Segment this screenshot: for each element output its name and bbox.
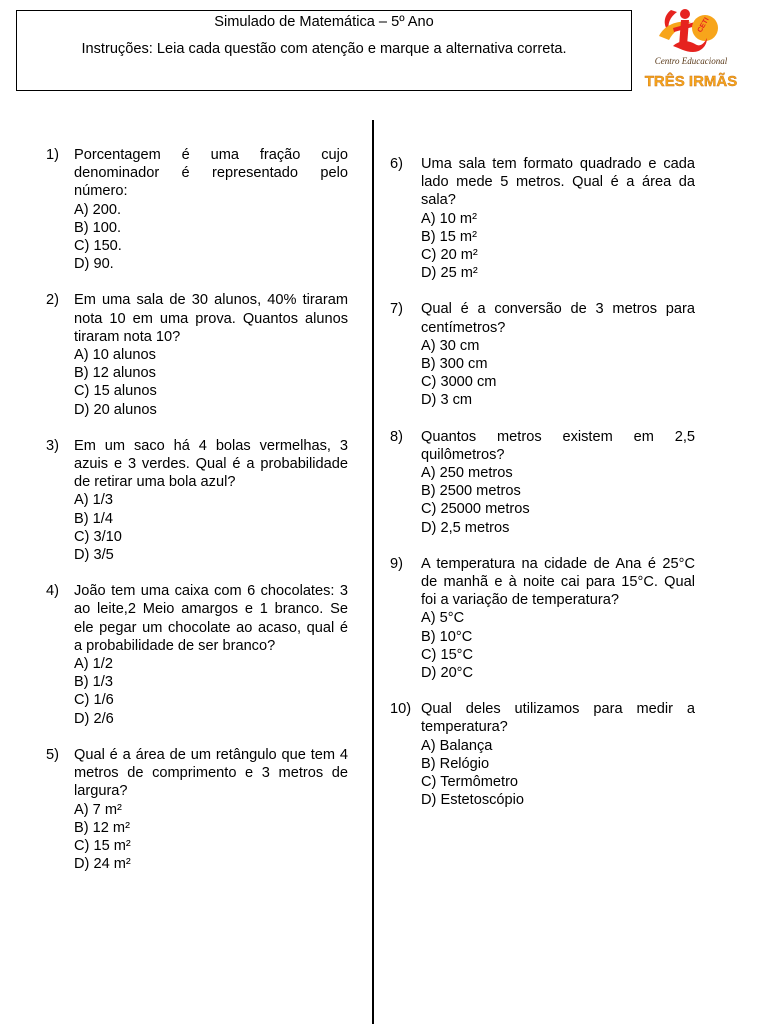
question-number: 8) (390, 428, 403, 445)
question (390, 300, 695, 409)
question-number: 5) (46, 746, 59, 763)
answer-option[interactable]: A) 10 alunos (74, 347, 156, 364)
question-text: Qual deles utilizamos para medir a temperatura? (421, 701, 695, 736)
answer-option[interactable]: B) 15 m² (421, 228, 477, 245)
column-divider (372, 120, 374, 1024)
answer-option[interactable]: C) 15 m² (74, 837, 131, 854)
answer-option[interactable]: C) Termômetro (421, 774, 519, 791)
answer-option[interactable]: B) 12 m² (74, 819, 130, 836)
question (46, 291, 348, 418)
question-text: A temperatura na cidade de Ana é 25°C de manhã e à noite cai para 15°C. Qual foi a variação de temperatura? (421, 555, 695, 609)
answer-option[interactable]: D) 20°C (421, 665, 474, 682)
answer-option[interactable]: C) 150. (74, 238, 122, 255)
school-logo (643, 6, 743, 96)
answer-option[interactable]: D) 2,5 metros (421, 519, 510, 536)
answer-option[interactable]: C) 3000 cm (421, 374, 497, 391)
answer-option[interactable]: D) 2/6 (74, 710, 114, 727)
question-number: 1) (46, 147, 59, 163)
answer-option[interactable]: C) 20 m² (421, 247, 478, 264)
question-text: Qual é a área de um retângulo que tem 4 metros de comprimento e 3 metros de largura? (74, 746, 348, 800)
answer-option[interactable]: D) 25 m² (421, 265, 478, 282)
question-number: 3) (46, 437, 59, 454)
answer-option[interactable]: A) Balança (421, 737, 493, 754)
answer-option[interactable]: B) Relógio (421, 755, 490, 772)
answer-option[interactable]: C) 15°C (421, 646, 474, 663)
school-logo-graphic (643, 6, 743, 96)
exam-title: Simulado de Matemática – 5º Ano (214, 14, 434, 30)
answer-option[interactable]: B) 100. (74, 219, 122, 236)
question (390, 428, 695, 537)
question (390, 155, 695, 282)
answer-option[interactable]: C) 1/6 (74, 692, 114, 709)
answer-option[interactable]: D) 3 cm (421, 392, 473, 409)
questions-left-column (46, 146, 348, 873)
answer-option[interactable]: B) 300 cm (421, 356, 488, 373)
answer-option[interactable]: A) 10 m² (421, 210, 477, 227)
question (46, 582, 348, 728)
questions-right-column (390, 155, 695, 810)
answer-option[interactable]: B) 1/4 (74, 510, 113, 527)
answer-option[interactable]: B) 2500 metros (421, 483, 521, 500)
answer-option[interactable]: D) 90. (74, 256, 114, 273)
question-text: Em uma sala de 30 alunos, 40% tiraram nota 10 em uma prova. Quantos alunos tiraram nota 10? (74, 292, 348, 345)
answer-option[interactable]: C) 15 alunos (74, 383, 157, 400)
answer-option[interactable]: D) 24 m² (74, 856, 131, 873)
question-number: 4) (46, 583, 59, 600)
exam-instructions: Instruções: Leia cada questão com atenção e marque a alternativa correta. (81, 41, 567, 57)
answer-option[interactable]: D) 3/5 (74, 547, 114, 564)
question-number: 2) (46, 292, 59, 309)
svg-text:Centro Educacional: Centro Educacional (654, 56, 728, 66)
answer-option[interactable]: A) 7 m² (74, 801, 122, 818)
answer-option[interactable]: B) 10°C (421, 628, 473, 645)
question-text: Porcentagem é uma fração cujo denominador é representado pelo número: (74, 147, 348, 200)
header-box (16, 10, 632, 91)
answer-option[interactable]: C) 3/10 (74, 528, 122, 545)
question-text: Uma sala tem formato quadrado e cada lado mede 5 metros. Qual é a área da sala? (421, 156, 695, 209)
question-number: 9) (390, 555, 403, 572)
answer-option[interactable]: A) 250 metros (421, 465, 513, 482)
answer-option[interactable]: B) 12 alunos (74, 365, 156, 382)
answer-option[interactable]: B) 1/3 (74, 674, 113, 691)
answer-option[interactable]: A) 200. (74, 201, 122, 218)
question-number: 7) (390, 301, 403, 318)
question (46, 437, 348, 564)
answer-option[interactable]: A) 1/2 (74, 656, 113, 673)
question-text: Qual é a conversão de 3 metros para centímetros? (421, 301, 695, 336)
question-text: João tem uma caixa com 6 chocolates: 3 ao leite,2 Meio amargos e 1 branco. Se ele pegar um chocolate ao acaso, qual é a probabilidade de ser branco? (74, 583, 348, 654)
answer-option[interactable]: D) 20 alunos (74, 401, 157, 418)
question-number: 6) (390, 156, 403, 172)
question (46, 746, 348, 873)
svg-text:CETI: CETI (696, 16, 711, 34)
answer-option[interactable]: A) 5°C (421, 610, 465, 627)
answer-option[interactable]: D) Estetoscópio (421, 792, 525, 809)
answer-option[interactable]: A) 30 cm (421, 337, 480, 354)
question-number: 10) (390, 701, 412, 718)
question-text: Em um saco há 4 bolas vermelhas, 3 azuis e 3 verdes. Qual é a probabilidade de retirar uma bola azul? (74, 437, 348, 491)
answer-option[interactable]: A) 1/3 (74, 492, 113, 509)
question (390, 555, 695, 682)
svg-text:TRÊS IRMÃS: TRÊS IRMÃS (644, 73, 738, 90)
question-text: Quantos metros existem em 2,5 quilômetros? (421, 428, 695, 463)
question (46, 146, 348, 273)
question (390, 700, 695, 809)
answer-option[interactable]: C) 25000 metros (421, 501, 530, 518)
